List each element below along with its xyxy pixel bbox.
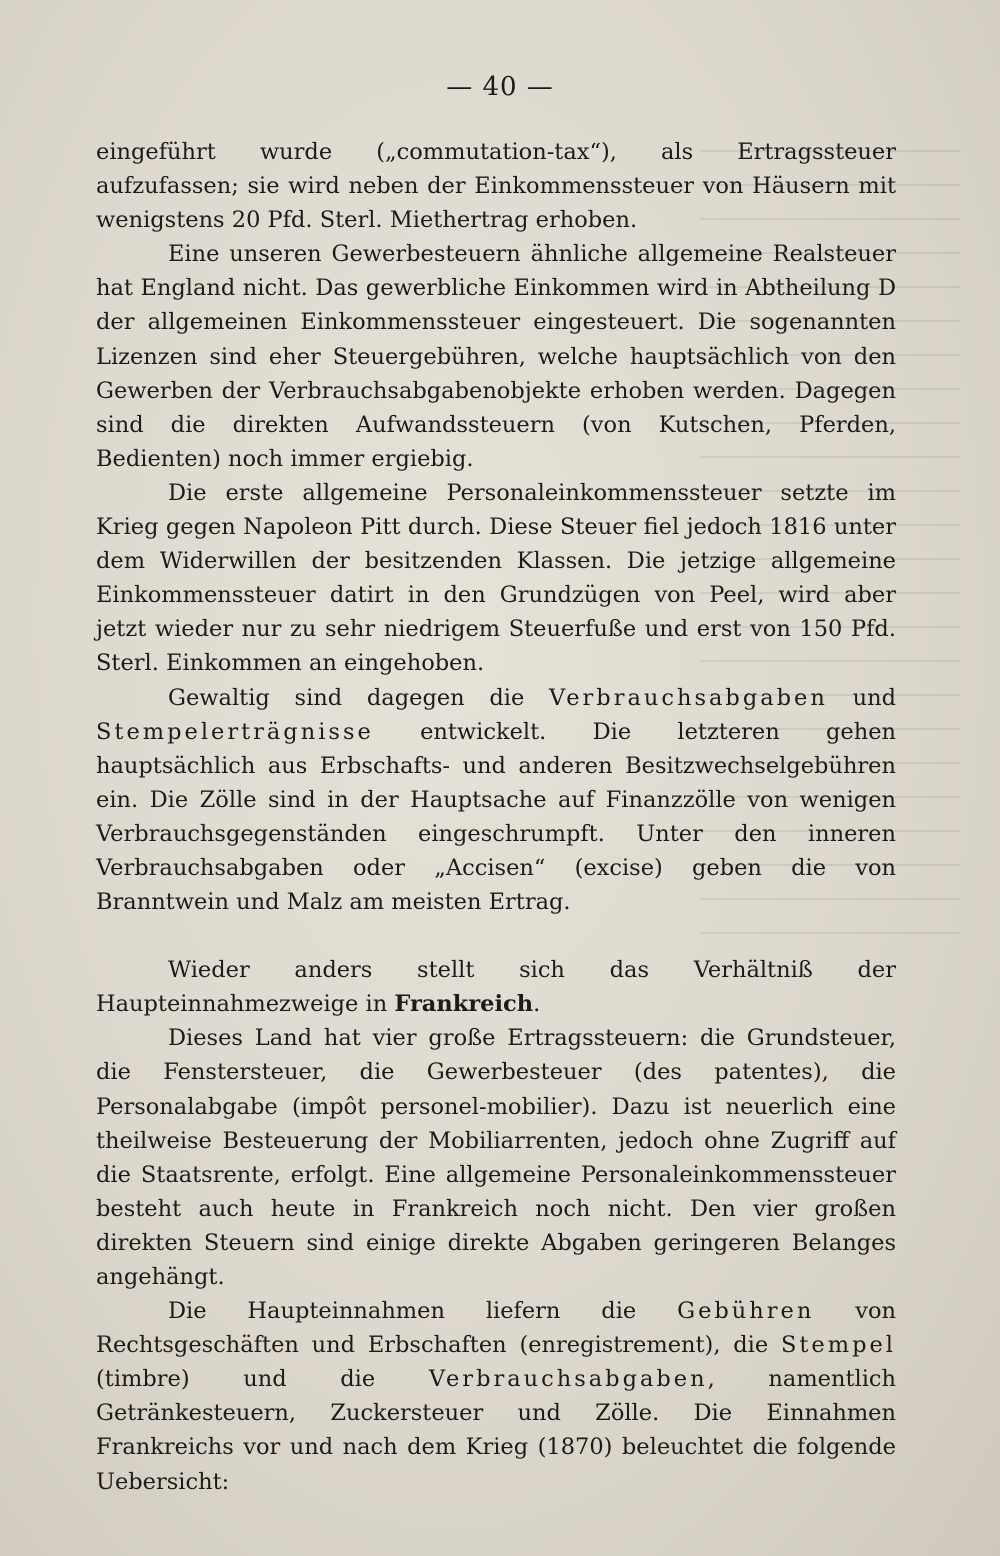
paragraph-7-text-2: von Rechtsgeschäften und Erbschaften (enregistrement), die: [96, 1298, 896, 1359]
emphasis-verbrauchsabgaben: Verbrauchsabgaben: [549, 684, 828, 711]
paragraph-4-text-1: Gewaltig sind dagegen die: [168, 684, 550, 711]
paragraph-7-text-1: Die Haupteinnahmen liefern die: [168, 1298, 678, 1325]
paragraph-7-text-3: (timbre) und die: [96, 1366, 429, 1393]
paragraph-5-text-2: .: [533, 991, 541, 1018]
paragraph-4-text-2: und: [827, 684, 896, 711]
paragraph-1: eingeführt wurde („commutation-tax“), als Ertragssteuer aufzufassen; sie wird neben der Einkommenssteuer von Häusern mit wenigstens 20 Pfd. Sterl. Miethertrag erhoben.: [96, 139, 896, 234]
paragraph-4: [96, 681, 896, 920]
body-text: [96, 135, 896, 1499]
emphasis-gebuehren: Gebühren: [677, 1298, 815, 1325]
paragraph-2: Eine unseren Gewerbesteuern ähnliche allgemeine Realsteuer hat England nicht. Das gewerbliche Einkommen wird in Abtheilung D der allgemeinen Einkommenssteuer eingesteuert. Die sogenannten Lizenzen sind eher Steuergebühren, welche hauptsächlich von den Gewerben der Verbrauchsabgabenobjekte erhoben werden. Dagegen sind die direkten Aufwandssteuern (von Kutschen, Pferden, Bedienten) noch immer ergiebig.: [96, 241, 896, 472]
paragraph-5-text-1: Wieder anders stellt sich das Verhältniß der Haupteinnahmezweige in: [96, 957, 896, 1018]
emphasis-frankreich: Frankreich: [394, 991, 534, 1018]
emphasis-stempel: Stempel: [780, 1332, 896, 1359]
emphasis-stempelertraegnisse: Stempelerträgnisse: [96, 718, 374, 745]
paragraph-7-text-4: , namentlich Getränkesteuern, Zuckersteuer und Zölle. Die Einnahmen Frankreichs vor und nach dem Krieg (1870) beleuchtet die folgende Uebersicht:: [96, 1366, 896, 1495]
section-gap: [96, 919, 896, 953]
paragraph-6: Dieses Land hat vier große Ertragssteuern: die Grundsteuer, die Fenstersteuer, die Gewerbesteuer (des patentes), die Personalabgabe (impôt personel-mobilier). Dazu ist neuerlich eine theilweise Besteuerung der Mobiliarrenten, jedoch ohne Zugriff auf die Staatsrente, erfolgt. Eine allgemeine Personaleinkommenssteuer besteht auch heute in Frankreich noch nicht. Den vier großen direkten Steuern sind einige direkte Abgaben geringeren Belanges angehängt.: [96, 1025, 896, 1290]
paragraph-4-text-3: entwickelt. Die letzteren gehen hauptsächlich aus Erbschafts- und anderen Besitzwechselgebühren ein. Die Zölle sind in der Hauptsache auf Finanzzölle von wenigen Verbrauchsgegenständen eingeschrumpft. Unter den inneren Verbrauchsabgaben oder „Accisen“ (excise) geben die von Branntwein und Malz am meisten Ertrag.: [96, 718, 896, 916]
page-number: — 40 —: [446, 72, 554, 102]
paragraph-5: [96, 953, 896, 1021]
emphasis-verbrauchsabgaben-2: Verbrauchsabgaben: [428, 1366, 708, 1393]
paragraph-7: [96, 1294, 896, 1499]
paragraph-3: Die erste allgemeine Personaleinkommenssteuer setzte im Krieg gegen Napoleon Pitt durch. Diese Steuer fiel jedoch 1816 unter dem Widerwillen der besitzenden Klassen. Die jetzige allgemeine Einkommenssteuer datirt in den Grundzügen von Peel, wird aber jetzt wieder nur zu sehr niedrigem Steuerfuße und erst von 150 Pfd. Sterl. Einkommen an eingehoben.: [96, 479, 896, 677]
